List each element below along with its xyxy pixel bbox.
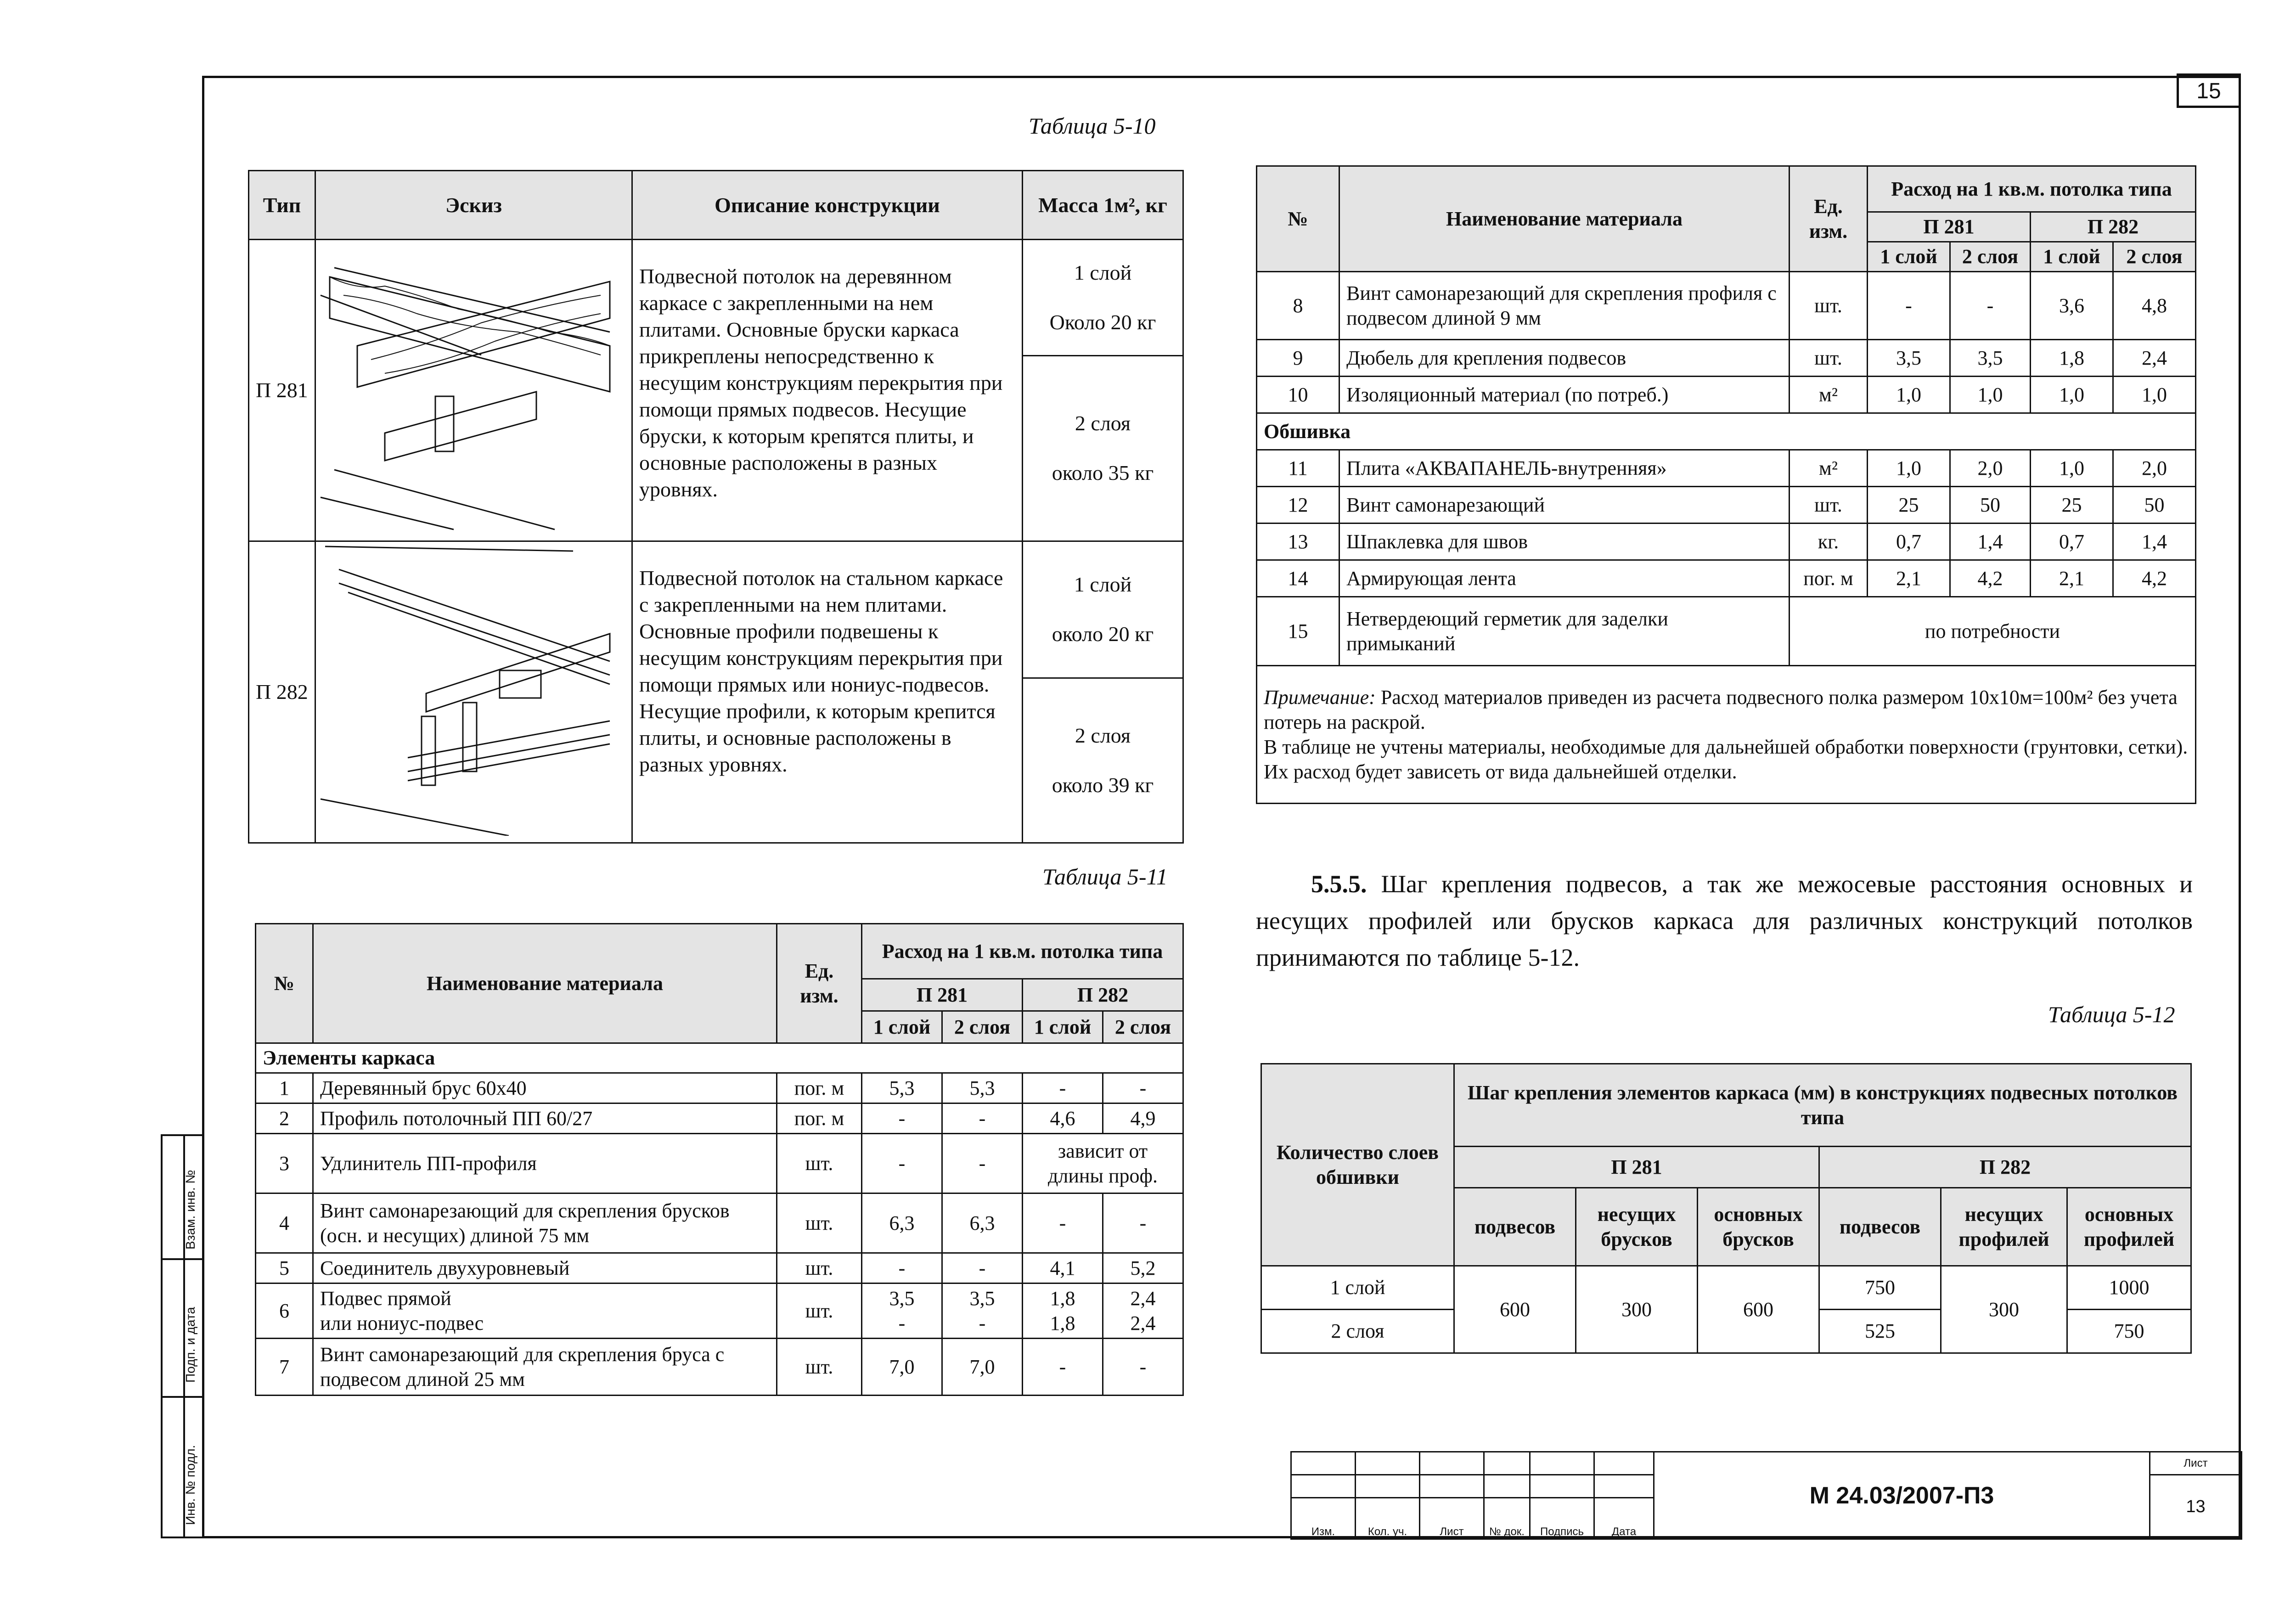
t11-r1-v1: 5,3	[862, 1073, 942, 1103]
table10-caption: Таблица 5-10	[1029, 113, 1156, 139]
t11-r4-v1: 6,3	[862, 1193, 942, 1253]
t12-col-2: основных брусков	[1698, 1188, 1819, 1266]
side-label-a: Взам. инв. №	[183, 1170, 197, 1250]
t11-r3-v1: -	[862, 1134, 942, 1193]
tr-r12-v3: 25	[2031, 487, 2113, 523]
t11-r1-no: 1	[256, 1073, 313, 1103]
t11-r3-v2: -	[942, 1134, 1023, 1193]
t11-r6-v4b: 2,4	[1130, 1311, 1156, 1334]
t11-r2-name: Профиль потолочный ПП 60/27	[313, 1103, 777, 1134]
t11-r6-v4	[1103, 1283, 1183, 1339]
table-5-11	[255, 923, 1184, 1396]
t12-v-b: 300	[1576, 1266, 1698, 1353]
tr-r11-v2: 2,0	[1950, 450, 2031, 487]
t11-r6-v1a: 3,5	[889, 1287, 915, 1310]
tr-r15-name: Нетвердеющий герметик для заделки примыканий	[1339, 597, 1790, 666]
t11-r6-v4a: 2,4	[1130, 1287, 1156, 1310]
t11-r6-v2b: -	[979, 1311, 986, 1334]
t11-r5-v2: -	[942, 1253, 1023, 1283]
tr-r11-unit: м²	[1790, 450, 1868, 487]
t10-m1-label-p282: 1 слой	[1074, 573, 1132, 597]
t11-h-rate: Расход на 1 кв.м. потолка типа	[862, 924, 1183, 979]
t11-r6-no: 6	[256, 1283, 313, 1339]
tr-h-p282: П 282	[2031, 212, 2196, 242]
t11-r6-unit: шт.	[777, 1283, 862, 1339]
page-number-box	[2177, 73, 2241, 108]
t11-r2-v1: -	[862, 1103, 942, 1134]
t11-r6-name-a: Подвес прямой	[320, 1287, 451, 1310]
t12-v-f1: 1000	[2067, 1266, 2191, 1310]
tr-r10-v3: 1,0	[2031, 377, 2113, 413]
t11-r2-no: 2	[256, 1103, 313, 1134]
tr-h-no: №	[1257, 166, 1339, 272]
t11-r6-name-b: или нониус-подвес	[320, 1311, 484, 1334]
t10-mass-p282-2	[1023, 678, 1183, 843]
side-label-b: Подп. и дата	[183, 1307, 197, 1383]
t12-h-layers: Количество слоев обшивки	[1261, 1064, 1454, 1266]
tr-r12-v2: 50	[1950, 487, 2031, 523]
t11-r1-name: Деревянный брус 60х40	[313, 1073, 777, 1103]
tr-h-unit: Ед. изм.	[1790, 166, 1868, 272]
tr-r9-v1: 3,5	[1868, 340, 1950, 377]
t10-m1-value-p281: Около 20 кг	[1049, 310, 1156, 334]
tr-r13-no: 13	[1257, 523, 1339, 560]
t10-h-desc: Описание конструкции	[632, 171, 1023, 240]
t11-h-unit: Ед. изм.	[777, 924, 862, 1043]
tr-note-text-1: Расход материалов приведен из расчета подвесного полка размером 10х10м=100м² без учета потерь на раскрой.	[1264, 686, 2178, 733]
t11-r7-v3: -	[1023, 1339, 1103, 1396]
wood-frame-sketch	[316, 240, 630, 534]
t11-r3-name: Удлинитель ПП-профиля	[313, 1134, 777, 1193]
title-block	[1290, 1451, 2242, 1540]
tr-r8-v2: -	[1950, 272, 2031, 340]
steel-frame-sketch	[316, 542, 630, 836]
tr-r10-no: 10	[1257, 377, 1339, 413]
paragraph-number: 5.5.5.	[1311, 870, 1367, 898]
t10-h-sketch: Эскиз	[315, 171, 632, 240]
t12-r2-label: 2 слоя	[1261, 1310, 1454, 1353]
doc-code: М 24.03/2007-П3	[1654, 1452, 2150, 1539]
t12-col-5: основных профилей	[2067, 1188, 2191, 1266]
tr-r14-unit: пог. м	[1790, 560, 1868, 597]
t11-h-name: Наименование материала	[313, 924, 777, 1043]
tr-r11-v3: 1,0	[2031, 450, 2113, 487]
t12-col-3: подвесов	[1819, 1188, 1941, 1266]
paragraph-5-5-5	[1256, 866, 2193, 976]
t11-h-l2b: 2 слоя	[1103, 1011, 1183, 1043]
tr-r10-v4: 1,0	[2113, 377, 2196, 413]
table11-caption: Таблица 5-11	[1042, 864, 1168, 889]
t11-r2-unit: пог. м	[777, 1103, 862, 1134]
tr-h-l2a: 2 слоя	[1950, 242, 2031, 272]
t11-r4-v3: -	[1023, 1193, 1103, 1253]
t10-desc-p282: Подвесной потолок на стальном каркасе с закрепленными на нем плитами. Основные профили подвешены к несущим конструкциям перекрытия при помощи прямых или нониус-подвесов. Несущие профили, к которым крепится плиты, и основные расположены в разных уровнях.	[632, 541, 1023, 843]
tr-r14-v4: 4,2	[2113, 560, 2196, 597]
t11-r3-v34: зависит от длины проф.	[1023, 1134, 1183, 1193]
t11-r1-v2: 5,3	[942, 1073, 1023, 1103]
tr-r13-v2: 1,4	[1950, 523, 2031, 560]
tr-r8-v4: 4,8	[2113, 272, 2196, 340]
t12-r1-label: 1 слой	[1261, 1266, 1454, 1310]
tr-r13-v4: 1,4	[2113, 523, 2196, 560]
table-5-11-continued	[1256, 165, 2196, 804]
t11-h-l1b: 1 слой	[1023, 1011, 1103, 1043]
t10-h-type: Тип	[249, 171, 315, 240]
tr-r10-v1: 1,0	[1868, 377, 1950, 413]
t10-m1-label-p281: 1 слой	[1074, 260, 1132, 284]
table-5-10	[248, 170, 1184, 844]
t11-r6-v1b: -	[898, 1311, 906, 1334]
t11-h-l1a: 1 слой	[862, 1011, 942, 1043]
t11-h-l2a: 2 слоя	[942, 1011, 1023, 1043]
tr-r8-v1: -	[1868, 272, 1950, 340]
t11-r2-v3: 4,6	[1023, 1103, 1103, 1134]
t11-r4-v2: 6,3	[942, 1193, 1023, 1253]
t10-mass-p281-2	[1023, 355, 1183, 541]
t10-m2-label-p282: 2 слоя	[1075, 723, 1131, 747]
t11-r4-v4: -	[1103, 1193, 1183, 1253]
t12-col-1: несущих брусков	[1576, 1188, 1698, 1266]
t11-r2-v2: -	[942, 1103, 1023, 1134]
tr-r15-value: по потребности	[1790, 597, 2196, 666]
t11-r5-no: 5	[256, 1253, 313, 1283]
tr-r14-no: 14	[1257, 560, 1339, 597]
t11-group-frame: Элементы каркаса	[256, 1043, 1183, 1073]
table12-caption: Таблица 5-12	[2048, 1002, 2175, 1027]
t10-mass-p282-1	[1023, 541, 1183, 678]
stamp-label-date: Дата	[1594, 1498, 1654, 1539]
t10-type-p281: П 281	[249, 240, 315, 541]
t11-r5-v3: 4,1	[1023, 1253, 1103, 1283]
t11-r6-v3a: 1,8	[1050, 1287, 1075, 1310]
t11-r6-name	[313, 1283, 777, 1339]
tr-r10-name: Изоляционный материал (по потреб.)	[1339, 377, 1790, 413]
t12-col-0: подвесов	[1454, 1188, 1576, 1266]
tr-r12-v4: 50	[2113, 487, 2196, 523]
tr-h-l1b: 1 слой	[2031, 242, 2113, 272]
t10-m2-label-p281: 2 слоя	[1075, 411, 1131, 435]
t11-r4-no: 4	[256, 1193, 313, 1253]
tr-r14-v2: 4,2	[1950, 560, 2031, 597]
tr-r11-v4: 2,0	[2113, 450, 2196, 487]
t11-h-no: №	[256, 924, 313, 1043]
t11-r1-v3: -	[1023, 1073, 1103, 1103]
t12-h-main: Шаг крепления элементов каркаса (мм) в конструкциях подвесных потолков типа	[1454, 1064, 2191, 1147]
tr-r12-unit: шт.	[1790, 487, 1868, 523]
t11-r7-no: 7	[256, 1339, 313, 1396]
tr-r13-v3: 0,7	[2031, 523, 2113, 560]
t12-h-p282: П 282	[1819, 1147, 2191, 1188]
tr-note-label: Примечание:	[1264, 686, 1376, 709]
tr-r8-v3: 3,6	[2031, 272, 2113, 340]
sheet-label: Лист	[2150, 1452, 2242, 1475]
tr-h-l1a: 1 слой	[1868, 242, 1950, 272]
tr-r12-no: 12	[1257, 487, 1339, 523]
t12-col-4: несущих профилей	[1941, 1188, 2067, 1266]
tr-r11-v1: 1,0	[1868, 450, 1950, 487]
side-label-c: Инв. № подл.	[183, 1445, 197, 1525]
t11-r1-v4: -	[1103, 1073, 1183, 1103]
t11-r7-name: Винт самонарезающий для скрепления бруса с подвесом длиной 25 мм	[313, 1339, 777, 1396]
tr-h-p281: П 281	[1868, 212, 2031, 242]
t11-r3-no: 3	[256, 1134, 313, 1193]
t10-desc-p281: Подвесной потолок на деревянном каркасе с закрепленными на нем плитами. Основные бруски каркаса прикреплены непосредственно к несущим конструкциям перекрытия при помощи прямых подвесов. Несущие бруски, к которым крепятся плиты, и основные расположены в разных уровнях.	[632, 240, 1023, 541]
tr-r9-v2: 3,5	[1950, 340, 2031, 377]
tr-r8-unit: шт.	[1790, 272, 1868, 340]
t12-h-p281: П 281	[1454, 1147, 1819, 1188]
t11-r1-unit: пог. м	[777, 1073, 862, 1103]
tr-note-text-2: В таблице не учтены материалы, необходимые для дальнейшей обработки поверхности (грунтовки, сетки). Их расход будет зависеть от вида дальнейшей отделки.	[1264, 735, 2188, 783]
tr-r9-unit: шт.	[1790, 340, 1868, 377]
sketch-steel-frame	[315, 541, 632, 843]
tr-r14-name: Армирующая лента	[1339, 560, 1790, 597]
t12-v-d2: 525	[1819, 1310, 1941, 1353]
t10-m1-value-p282: около 20 кг	[1052, 622, 1154, 646]
stamp-label-sign: Подпись	[1530, 1498, 1594, 1539]
t11-r6-v3	[1023, 1283, 1103, 1339]
t12-v-d1: 750	[1819, 1266, 1941, 1310]
tr-h-rate: Расход на 1 кв.м. потолка типа	[1868, 166, 2196, 212]
tr-r10-unit: м²	[1790, 377, 1868, 413]
tr-group-cladding: Обшивка	[1257, 413, 2196, 450]
table-5-12	[1261, 1063, 2192, 1354]
t11-r5-v4: 5,2	[1103, 1253, 1183, 1283]
stamp-label-change: Изм.	[1291, 1498, 1356, 1539]
t11-r6-v3b: 1,8	[1050, 1311, 1075, 1334]
t11-r6-v2a: 3,5	[969, 1287, 995, 1310]
stamp-label-sheet: Лист	[1420, 1498, 1484, 1539]
t10-h-mass: Масса 1м², кг	[1023, 171, 1183, 240]
t11-r5-v1: -	[862, 1253, 942, 1283]
t12-v-e: 300	[1941, 1266, 2067, 1353]
t11-r7-v4: -	[1103, 1339, 1183, 1396]
tr-r13-v1: 0,7	[1868, 523, 1950, 560]
tr-r12-name: Винт самонарезающий	[1339, 487, 1790, 523]
t11-r4-unit: шт.	[777, 1193, 862, 1253]
page-number: 15	[2196, 79, 2221, 103]
tr-r13-unit: кг.	[1790, 523, 1868, 560]
t11-r3-unit: шт.	[777, 1134, 862, 1193]
tr-r15-no: 15	[1257, 597, 1339, 666]
t12-v-a: 600	[1454, 1266, 1576, 1353]
stamp-label-count: Кол. уч.	[1356, 1498, 1420, 1539]
tr-r9-v4: 2,4	[2113, 340, 2196, 377]
t11-r2-v4: 4,9	[1103, 1103, 1183, 1134]
t11-r7-v1: 7,0	[862, 1339, 942, 1396]
t11-r4-name: Винт самонарезающий для скрепления брусков (осн. и несущих) длиной 75 мм	[313, 1193, 777, 1253]
t11-r6-v2	[942, 1283, 1023, 1339]
t11-r7-v2: 7,0	[942, 1339, 1023, 1396]
tr-r9-v3: 1,8	[2031, 340, 2113, 377]
tr-r11-no: 11	[1257, 450, 1339, 487]
t11-r7-unit: шт.	[777, 1339, 862, 1396]
t11-h-p282: П 282	[1023, 979, 1183, 1011]
paragraph-text: Шаг крепления подвесов, а так же межосевые расстояния основных и несущих профилей или брусков каркаса для различных конструкций потолков принимаются по таблице 5-12.	[1256, 870, 2193, 971]
tr-h-l2b: 2 слоя	[2113, 242, 2196, 272]
tr-r9-name: Дюбель для крепления подвесов	[1339, 340, 1790, 377]
tr-r12-v1: 25	[1868, 487, 1950, 523]
tr-r8-no: 8	[1257, 272, 1339, 340]
t10-m2-value-p282: около 39 кг	[1052, 773, 1154, 797]
tr-r11-name: Плита «АКВАПАНЕЛЬ-внутренняя»	[1339, 450, 1790, 487]
tr-h-name: Наименование материала	[1339, 166, 1790, 272]
tr-r9-no: 9	[1257, 340, 1339, 377]
tr-r10-v2: 1,0	[1950, 377, 2031, 413]
tr-r14-v1: 2,1	[1868, 560, 1950, 597]
tr-r14-v3: 2,1	[2031, 560, 2113, 597]
sheet-number: 13	[2150, 1475, 2242, 1539]
tr-r8-name: Винт самонарезающий для скрепления профиля с подвесом длиной 9 мм	[1339, 272, 1790, 340]
t10-mass-p281-1	[1023, 240, 1183, 356]
sketch-wood-frame	[315, 240, 632, 541]
tr-r13-name: Шпаклевка для швов	[1339, 523, 1790, 560]
stamp-label-doc: № док.	[1484, 1498, 1530, 1539]
t11-r6-v1	[862, 1283, 942, 1339]
t11-r5-unit: шт.	[777, 1253, 862, 1283]
t10-type-p282: П 282	[249, 541, 315, 843]
tr-note	[1257, 666, 2196, 804]
t11-r5-name: Соединитель двухуровневый	[313, 1253, 777, 1283]
t12-v-f2: 750	[2067, 1310, 2191, 1353]
t10-m2-value-p281: около 35 кг	[1052, 461, 1154, 485]
t11-h-p281: П 281	[862, 979, 1023, 1011]
t12-v-c: 600	[1698, 1266, 1819, 1353]
